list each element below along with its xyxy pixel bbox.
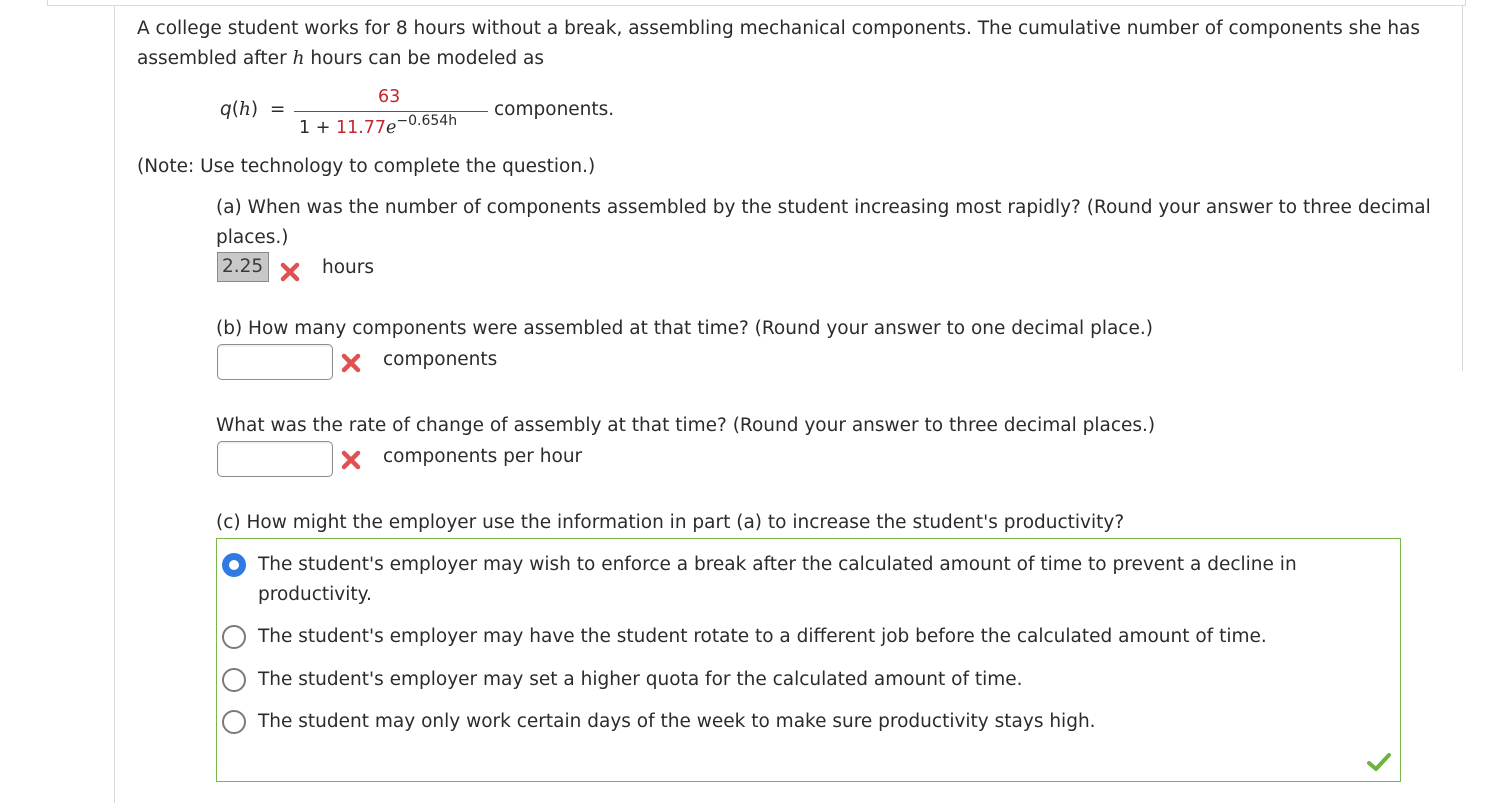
incorrect-x-icon (340, 449, 362, 471)
correct-check-icon (1366, 751, 1392, 773)
formula-unit: components. (494, 99, 615, 120)
incorrect-x-icon (279, 261, 301, 283)
part-b-question: (b) How many components were assembled at that time? (Round your answer to one decimal place.) (216, 318, 1153, 339)
intro-variable: h (292, 48, 305, 69)
formula-exponent: −0.654h (396, 113, 458, 129)
radio-unselected-icon[interactable] (222, 668, 246, 692)
rate-answer-input[interactable] (217, 441, 333, 477)
radio-selected-icon[interactable] (222, 553, 246, 577)
choice-option-1-label: The student's employer may wish to enforce a break after the calculated amount of time to prevent a decline in productivity. (258, 554, 1297, 605)
part-c-question: (c) How might the employer use the information in part (a) to increase the student's productivity? (216, 512, 1125, 533)
part-b-unit: components (383, 349, 498, 370)
formula-equals: = (269, 99, 286, 120)
part-b-answer-input[interactable] (217, 344, 333, 380)
rate-question: What was the rate of change of assembly at that time? (Round your answer to three decimal places.) (216, 415, 1156, 436)
formula-label: q(h) = (220, 99, 286, 120)
panel-left-border (114, 5, 115, 803)
formula-base: e (386, 118, 397, 138)
incorrect-x-icon (340, 352, 362, 374)
note-text: (Note: Use technology to complete the question.) (137, 156, 596, 177)
problem-statement (137, 14, 1457, 74)
panel-right-border (1462, 5, 1463, 371)
part-c-choices (216, 538, 1401, 782)
rate-unit: components per hour (383, 446, 583, 467)
intro-text-2: hours can be modeled as (304, 48, 544, 69)
page-frame-top (47, 0, 1466, 6)
formula-variable: h (238, 99, 251, 120)
formula-denominator (299, 113, 458, 138)
choice-option-2-label: The student's employer may have the student rotate to a different job before the calculated amount of time. (258, 626, 1267, 647)
formula-numerator: 63 (378, 87, 401, 107)
formula-function-name: q (220, 99, 232, 120)
part-a-question: (a) When was the number of components assembled by the student increasing most rapidly? (Round your answer to three decimal places.) (216, 197, 1431, 248)
intro-text-1: A college student works for 8 hours without a break, assembling mechanical components. The cumulative number of components she has assembled after (137, 18, 1421, 69)
fraction-bar (294, 111, 488, 112)
part-a-unit: hours (322, 257, 375, 278)
part-a-answer-field[interactable]: 2.25 (217, 252, 269, 282)
choice-option-3-label: The student's employer may set a higher quota for the calculated amount of time. (258, 669, 1023, 690)
radio-unselected-icon[interactable] (222, 710, 246, 734)
radio-unselected-icon[interactable] (222, 625, 246, 649)
choice-option-4-label: The student may only work certain days of the week to make sure productivity stays high. (258, 711, 1096, 732)
denominator-prefix: 1 + (299, 118, 336, 138)
formula-coefficient: 11.77 (335, 118, 387, 138)
